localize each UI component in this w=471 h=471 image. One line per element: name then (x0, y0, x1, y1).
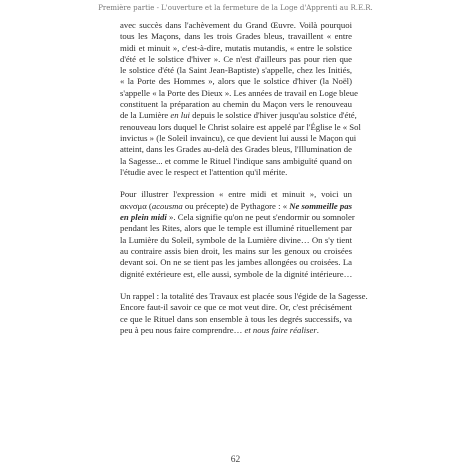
text-line (120, 20, 352, 31)
text-segment: Un rappel : la totalité des Travaux est placée sous l'égide de la Sagesse. (120, 291, 368, 302)
text-line (120, 43, 352, 54)
text-segment: tous les Maçons, dans les trois Grades bleus, travaillent « entre (120, 31, 352, 42)
text-segment: l'étudie avec le respect et l'attention qu'il mérite. (120, 166, 288, 177)
italic-text: et nous faire réaliser (244, 325, 317, 336)
text-line (120, 212, 355, 223)
text-line (120, 302, 352, 313)
text-segment: le solstice d'été (la Saint Jean-Baptiste) s'appelle, chez les Initiés, (120, 65, 352, 76)
body-text (120, 20, 368, 348)
text-segment: peu à peu nous faire comprendre… (120, 325, 245, 336)
text-line (120, 291, 368, 302)
text-line (120, 223, 352, 234)
text-line (120, 156, 352, 167)
text-segment: ακνσμα ( (120, 200, 152, 211)
text-segment: ». Cela signifie qu'on ne peut s'endormir ou somnoler (166, 212, 355, 223)
text-segment: « la Porte des Hommes », alors que le solstice d'hiver (la Noël) (120, 76, 352, 87)
text-line (120, 269, 352, 280)
text-segment: renouveau lors duquel le Christ solaire est appelé par l'Église le « Sol (120, 121, 361, 132)
text-segment: au contraire assis bien droit, les mains sur les genoux ou croisées (120, 245, 352, 256)
text-line (120, 99, 352, 110)
text-line (120, 167, 352, 178)
paragraph (120, 20, 361, 178)
text-line (120, 87, 358, 99)
page-number: 62 (230, 455, 241, 465)
text-line (120, 314, 352, 325)
text-segment: Pour illustrer l'expression « entre midi et minuit », voici un (120, 189, 352, 200)
text-line (120, 76, 352, 87)
emphasized-text: en plein midi (120, 212, 167, 223)
text-segment: de la Lumière (120, 110, 171, 121)
text-segment: devant soi. On ne se tient pas les jambes allongées ou croisées. La (120, 257, 352, 268)
text-segment: dignité extérieure est, elle aussi, symbole de la dignité intérieure… (120, 268, 353, 279)
text-segment: midi et minuit », c'est-à-dire, mutatis mutandis, « entre le solstice (120, 42, 352, 53)
text-segment: invictus » (le Soleil invaincu), ce que devient lui aussi le Maçon qui (120, 132, 357, 143)
text-segment: atteint, dans les Grades au-delà des Grades bleus, l'Illumination de (120, 144, 352, 155)
text-line (120, 189, 352, 200)
italic-text: acousma (151, 200, 183, 211)
text-line (120, 54, 352, 65)
text-line (120, 144, 352, 155)
text-segment: ou précepte) de Pythagore : « (182, 200, 290, 211)
paragraph (120, 291, 368, 336)
text-line (120, 201, 352, 212)
text-line (120, 31, 352, 42)
italic-text: en lui (170, 110, 190, 121)
text-segment: pendant les Rites, alors que le temple est illuminé rituellement par (120, 223, 352, 234)
text-line (120, 257, 352, 268)
running-header: Première partie - L'ouverture et la fermeture de la Loge d'Apprenti au R.E.R. (98, 4, 373, 12)
text-segment: la Lumière du Soleil, symbole de la Lumière divine… On s'y tient (120, 234, 352, 245)
text-line (120, 121, 361, 133)
text-segment: s'appelle « la Porte des Dieux ». Les années de travail en Loge bleue (120, 87, 358, 98)
text-line (120, 246, 352, 257)
text-line (120, 132, 357, 144)
text-segment: ce que le Rituel dans son ensemble à tous les degrés successifs, va (120, 313, 352, 324)
text-line (120, 110, 357, 121)
emphasized-text: Ne sommeille pas (289, 200, 352, 211)
text-line (120, 235, 352, 246)
text-segment: constituent la préparation au chemin du Maçon vers le renouveau (120, 99, 352, 110)
text-segment: d'été et le solstice d'hiver ». Ce n'est d'ailleurs pas pour rien que (120, 53, 352, 64)
paragraph (120, 189, 355, 279)
text-line (120, 325, 352, 336)
text-segment: depuis le solstice d'hiver jusqu'au solstice d'été, (189, 110, 357, 121)
text-line (120, 65, 352, 76)
text-segment: avec succès dans l'achèvement du Grand Œuvre. Voilà pourquoi (120, 20, 352, 30)
text-segment: . (316, 325, 319, 336)
text-segment: Encore faut-il savoir ce que ce mot veut dire. Or, c'est précisément (120, 302, 352, 313)
text-segment: la Sagesse... et comme le Rituel l'indique sans ambiguïté quand on (120, 155, 352, 166)
